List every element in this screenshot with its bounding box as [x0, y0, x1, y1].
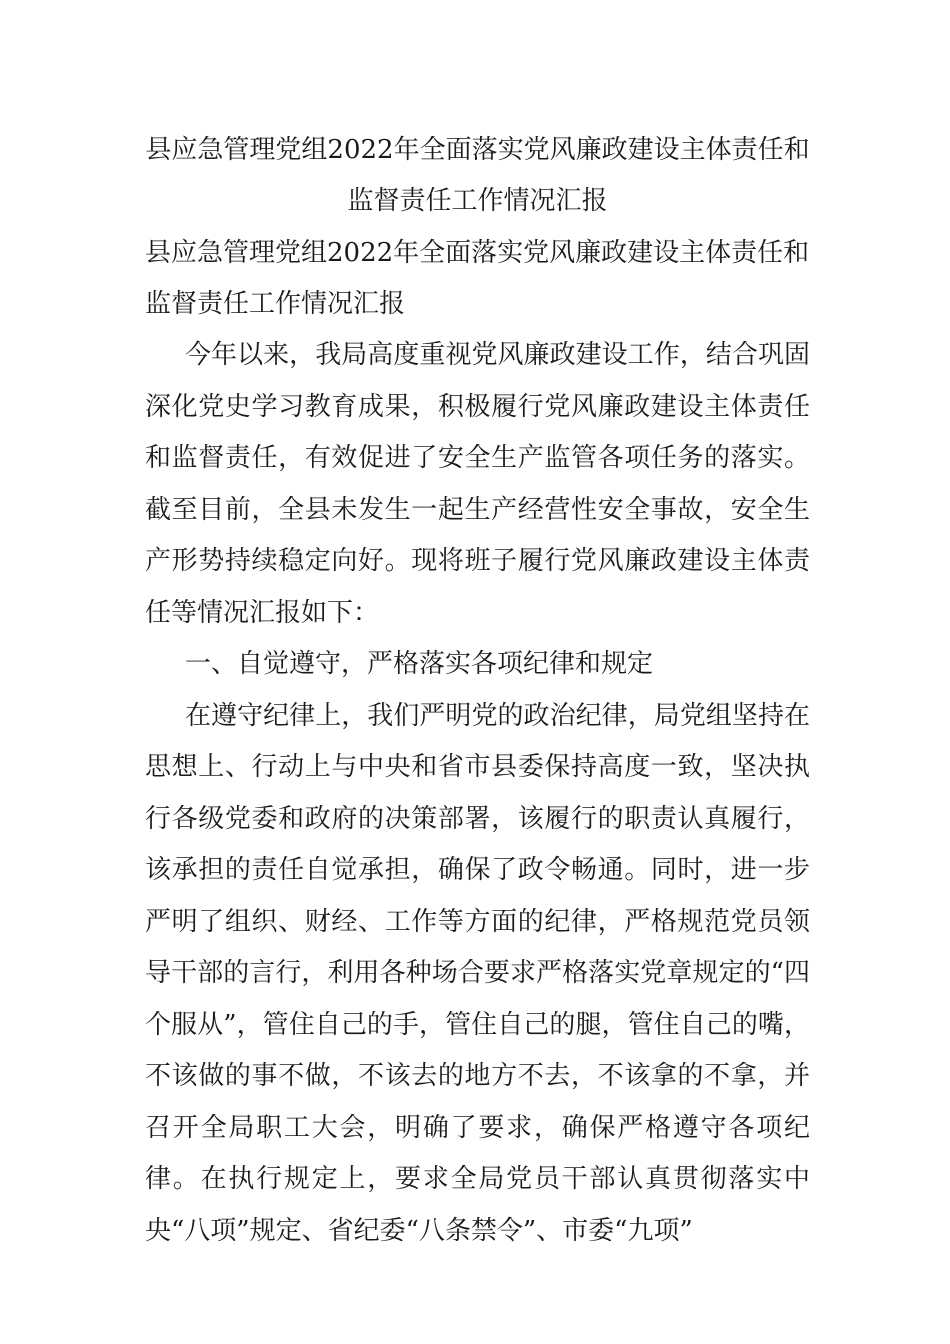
document-title-line-2: 监督责任工作情况汇报 — [347, 186, 608, 216]
paragraph-discipline: 在遵守纪律上，我们严明党的政治纪律，局党组坚持在思想上、行动上与中央和省市县委保持高度一致，坚决执行各级党委和政府的决策部署，该履行的职责认真履行，该承担的责任自觉承担，确保了政令畅通。同时，进一步严明了组织、财经、工作等方面的纪律，严格规范党员领导干部的言行，利用各种场合要求严格落实党章规定的“四个服从”，管住自己的手，管住自己的腿，管住自己的嘴，不该做的事不做，不该去的地方不去，不该拿的不拿，并召开全局职工大会，明确了要求，确保严格遵守各项纪律。在执行规定上，要求全局党员干部认真贯彻落实中央“八项”规定、省纪委“八条禁令”、市委“九项” — [145, 700, 810, 1246]
document-title-line-1: 县应急管理党组2022年全面落实党风廉政建设主体责任和 — [145, 135, 810, 165]
paragraph-intro: 今年以来，我局高度重视党风廉政建设工作，结合巩固深化党史学习教育成果，积极履行党风廉政建设主体责任和监督责任，有效促进了安全生产监管各项任务的落实。截至目前，全县未发生一起生产经营性安全事故，安全生产形势持续稳定向好。现将班子履行党风廉政建设主体责任等情况汇报如下： — [145, 340, 810, 628]
section-heading-1: 一、自觉遵守，严格落实各项纪律和规定 — [185, 649, 654, 679]
document-body — [145, 330, 810, 1257]
document-subtitle-line-1: 县应急管理党组2022年全面落实党风廉政建设主体责任和 — [145, 238, 810, 268]
document-subtitle-line-2: 监督责任工作情况汇报 — [145, 289, 406, 319]
